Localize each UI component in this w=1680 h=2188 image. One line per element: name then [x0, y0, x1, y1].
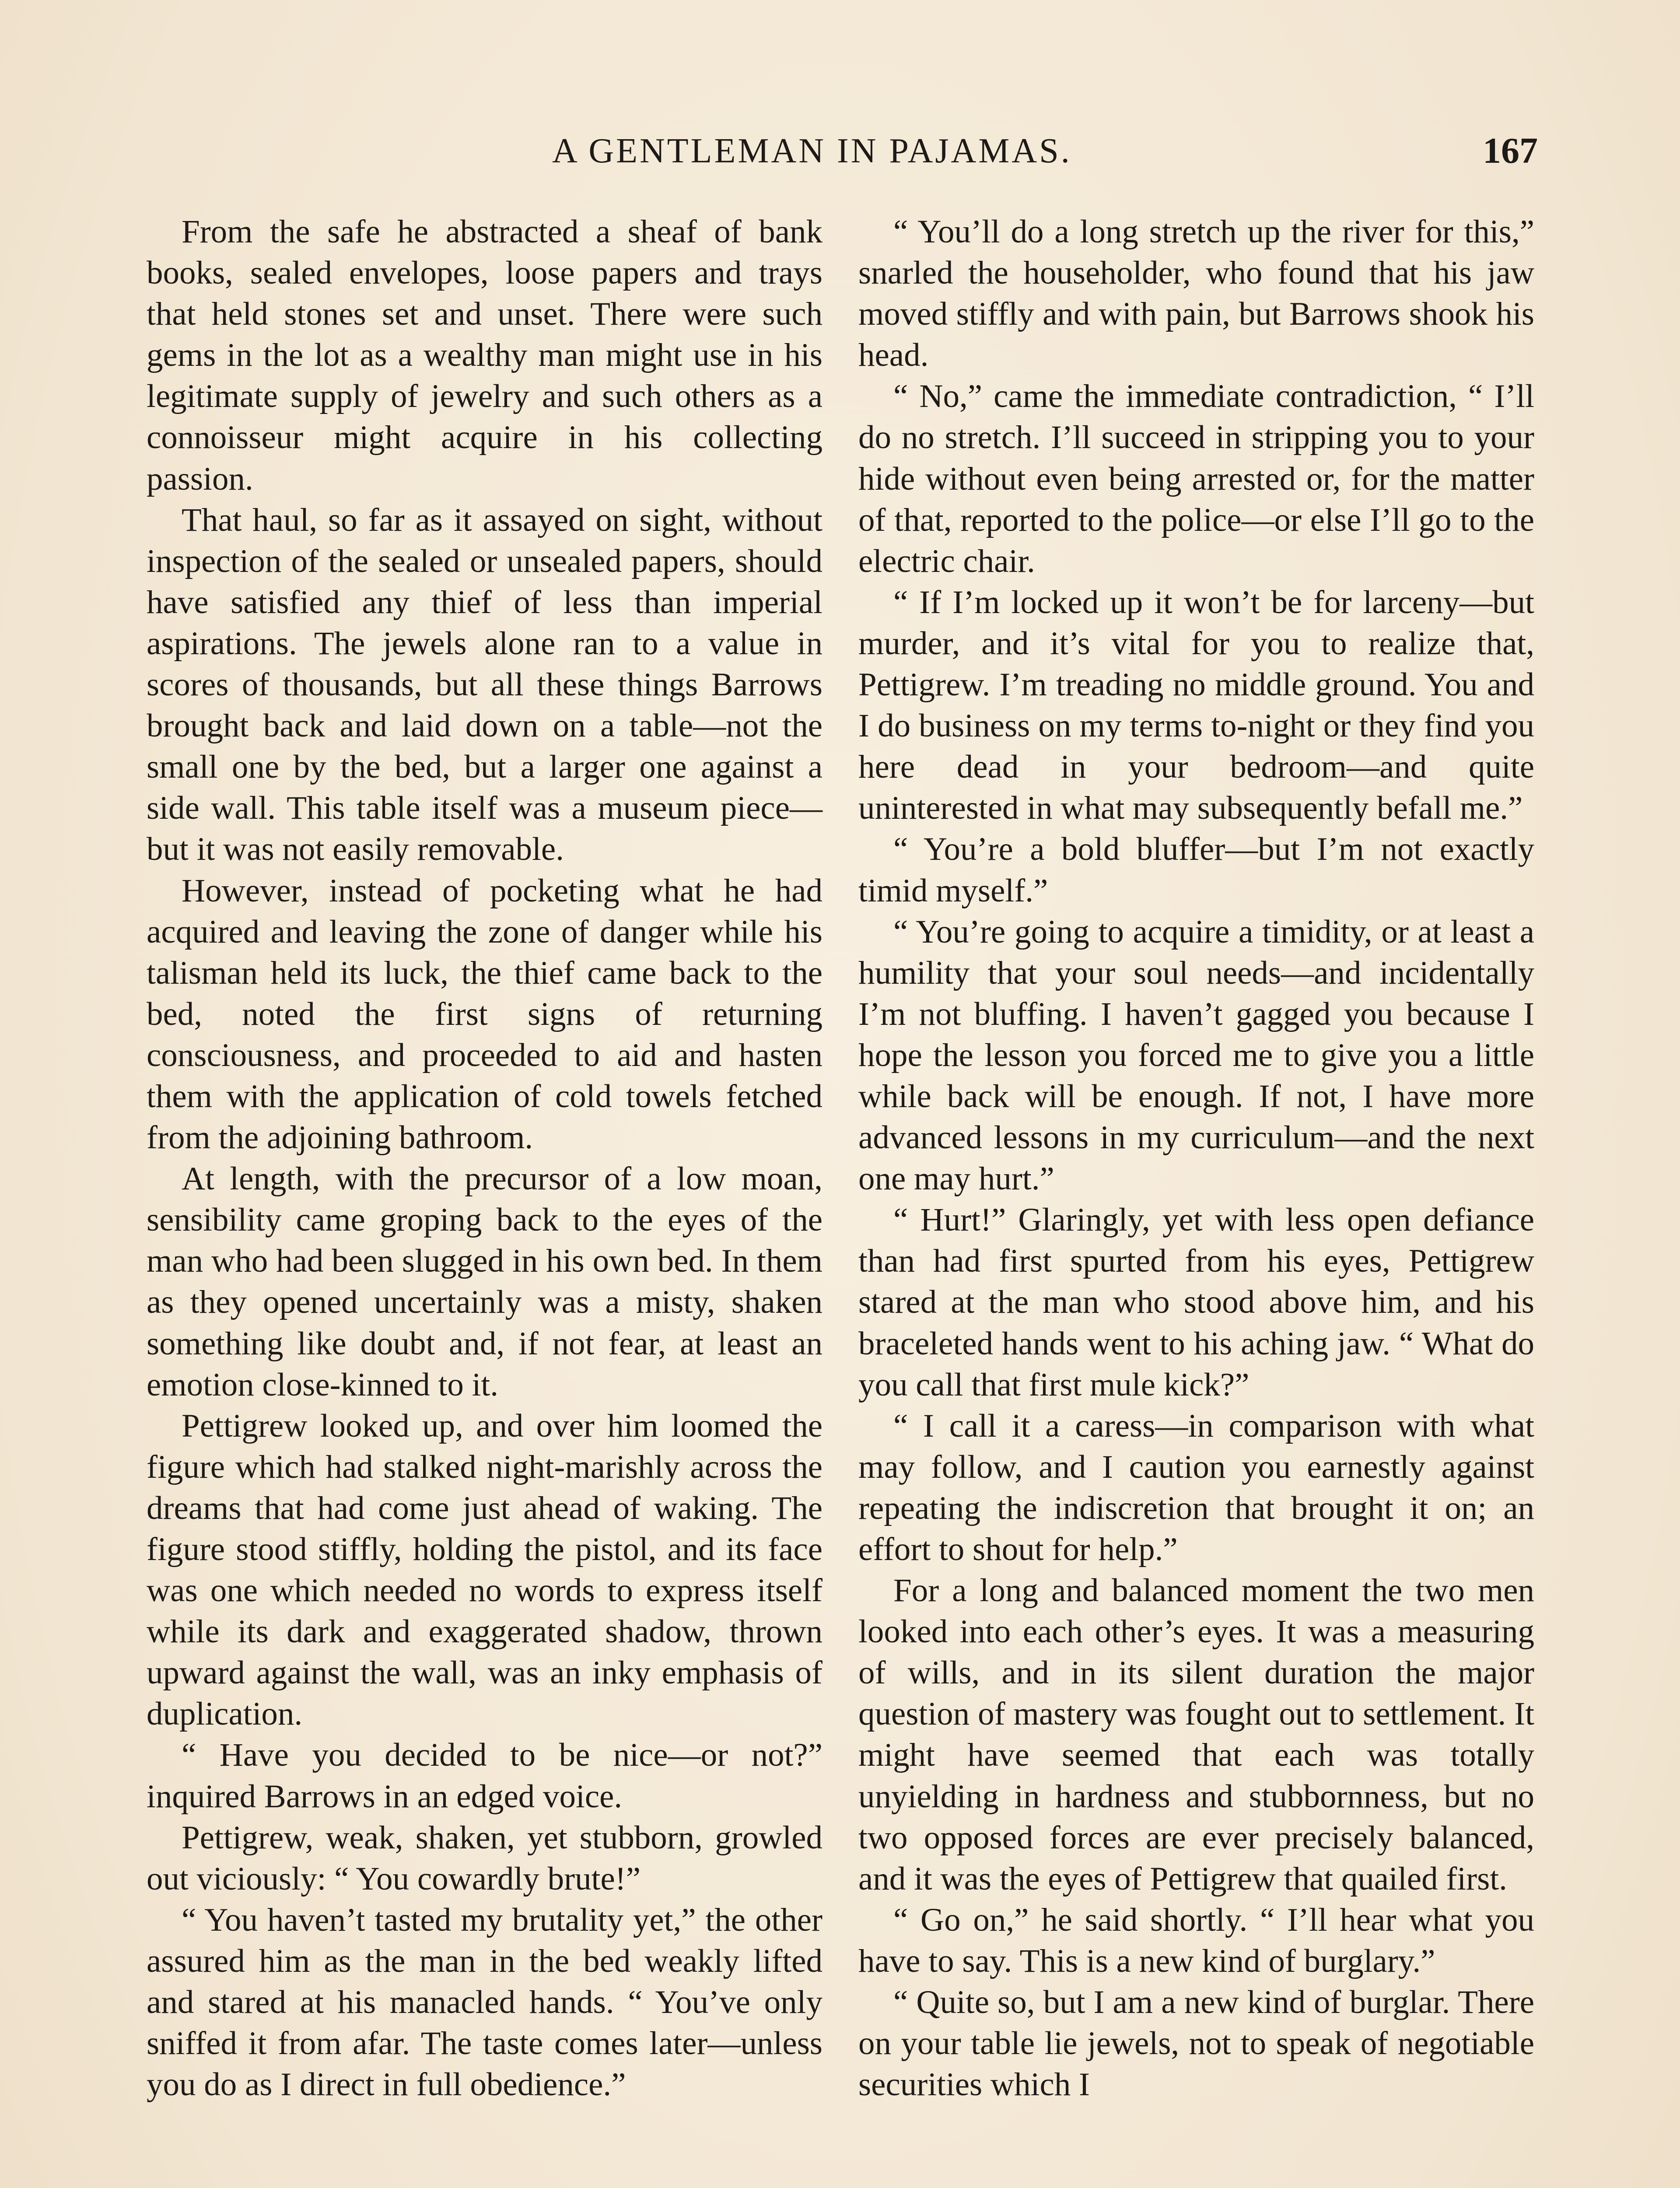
paragraph: Pettigrew looked up, and over him loomed the figure which had stalked night-marishly across the dreams that had come just ahead of waking. The figure stood stiffly, holding the pistol, and its face was one which needed no words to express itself while its dark and exaggerated shadow, thrown upward against the wall, was an inky emphasis of duplication. — [147, 1407, 822, 1732]
running-head — [0, 131, 1680, 179]
paragraph: “ I call it a caress—in comparison with what may follow, and I caution you earnestly against repeating the indiscretion that brought it on; an effort to shout for help.” — [858, 1407, 1534, 1567]
paragraph: “ You’ll do a long stretch up the river for this,” snarled the householder, who found that his jaw moved stiffly and with pain, but Barrows shook his head. — [858, 214, 1534, 374]
paragraph: Pettigrew, weak, shaken, yet stubborn, growled out viciously: “ You cowardly brute!” — [147, 1819, 822, 1897]
paragraph: “ Have you decided to be nice—or not?” inquired Barrows in an edged voice. — [147, 1737, 822, 1815]
running-title: A GENTLEMAN IN PAJAMAS. — [552, 132, 1072, 170]
paragraph: “ Hurt!” Glaringly, yet with less open defiance than had first spurted from his eyes, Pettigrew stared at the man who stood above him, and his braceleted hands went to his aching jaw. “ What do you call that first mule kick?” — [858, 1202, 1534, 1403]
left-column — [147, 211, 822, 2105]
page-number: 167 — [1483, 130, 1538, 171]
paragraph: For a long and balanced moment the two men looked into each other’s eyes. It was a measuring of wills, and in its silent duration the major question of mastery was fought out to settlement. It might have seemed that each was totally unyielding in hardness and stubbornness, but no two opposed forces are ever precisely balanced, and it was the eyes of Pettigrew that quailed first. — [858, 1572, 1534, 1897]
paragraph: “ No,” came the immediate contradiction, “ I’ll do no stretch. I’ll succeed in stripping you to your hide without even being arrested or, for the matter of that, reported to the police—or else I’ll go to the electric chair. — [858, 378, 1534, 579]
paragraph: “ If I’m locked up it won’t be for larceny—but murder, and it’s vital for you to realize that, Pettigrew. I’m treading no middle ground. You and I do business on my terms to-night or they find you here dead in your bedroom—and quite uninterested in what may subsequently befall me.” — [858, 584, 1534, 827]
paragraph: “ Quite so, but I am a new kind of burglar. There on your table lie jewels, not to speak of negotiable securities which I — [858, 1984, 1534, 2103]
right-column — [858, 211, 1534, 2105]
paragraph: However, instead of pocketing what he had acquired and leaving the zone of danger while his talisman held its luck, the thief came back to the bed, noted the first signs of returning consciousness, and proceeded to aid and hasten them with the application of cold towels fetched from the adjoining bathroom. — [147, 872, 822, 1156]
paragraph: From the safe he abstracted a sheaf of bank books, sealed envelopes, loose papers and trays that held stones set and unset. There were such gems in the lot as a wealthy man might use in his legitimate supply of jewelry and such others as a connoisseur might acquire in his collecting passion. — [147, 214, 822, 497]
paragraph: “ You’re going to acquire a timidity, or at least a humility that your soul needs—and incidentally I’m not bluffing. I haven’t gagged you because I hope the lesson you forced me to give you a little while back will be enough. If not, I have more advanced lessons in my curriculum—and the next one may hurt.” — [858, 913, 1534, 1197]
paragraph: That haul, so far as it assayed on sight, without inspection of the sealed or unsealed papers, should have satisfied any thief of less than imperial aspirations. The jewels alone ran to a value in scores of thousands, but all these things Barrows brought back and laid down on a table—not the small one by the bed, but a larger one against a side wall. This table itself was a museum piece—but it was not easily removable. — [147, 501, 822, 868]
paragraph: “ You haven’t tasted my brutality yet,” the other assured him as the man in the bed weakly lifted and stared at his manacled hands. “ You’ve only sniffed it from afar. The taste comes later—unless you do as I direct in full obedience.” — [147, 1901, 822, 2103]
paragraph: At length, with the precursor of a low moan, sensibility came groping back to the eyes of the man who had been slugged in his own bed. In them as they opened uncertainly was a misty, shaken something like doubt and, if not fear, at least an emotion close-kinned to it. — [147, 1161, 822, 1403]
paragraph: “ Go on,” he said shortly. “ I’ll hear what you have to say. This is a new kind of burglary.” — [858, 1901, 1534, 1979]
paragraph: “ You’re a bold bluffer—but I’m not exactly timid myself.” — [858, 831, 1534, 909]
